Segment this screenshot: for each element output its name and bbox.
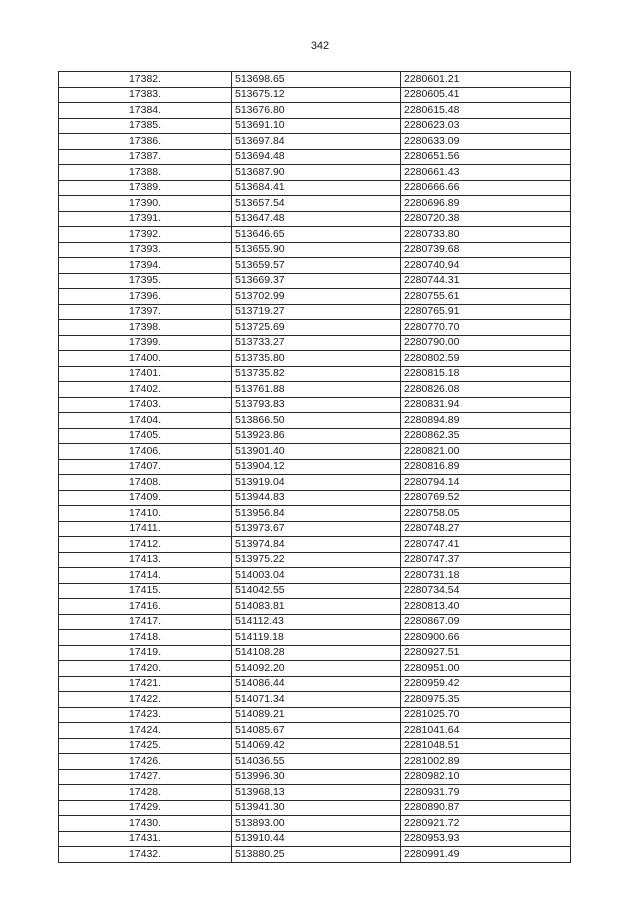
x-coordinate-cell: 513675.12 — [232, 87, 401, 103]
x-coordinate-cell: 513956.84 — [232, 506, 401, 522]
point-number-cell: 17386. — [59, 134, 232, 150]
y-coordinate-cell: 2280666.66 — [401, 180, 571, 196]
table-row — [59, 304, 571, 320]
y-coordinate-cell: 2280601.21 — [401, 72, 571, 88]
point-number-cell: 17398. — [59, 320, 232, 336]
point-number-cell: 17431. — [59, 831, 232, 847]
point-number-cell: 17420. — [59, 661, 232, 677]
y-coordinate-cell: 2280605.41 — [401, 87, 571, 103]
point-number-cell: 17400. — [59, 351, 232, 367]
table-row — [59, 444, 571, 460]
y-coordinate-cell: 2280862.35 — [401, 428, 571, 444]
x-coordinate-cell: 513733.27 — [232, 335, 401, 351]
x-coordinate-cell: 513923.86 — [232, 428, 401, 444]
table-row — [59, 847, 571, 863]
point-number-cell: 17414. — [59, 568, 232, 584]
x-coordinate-cell: 514112.43 — [232, 614, 401, 630]
y-coordinate-cell: 2281048.51 — [401, 738, 571, 754]
table-row — [59, 118, 571, 134]
table-row — [59, 506, 571, 522]
table-row — [59, 289, 571, 305]
y-coordinate-cell: 2280769.52 — [401, 490, 571, 506]
x-coordinate-cell: 514036.55 — [232, 754, 401, 770]
point-number-cell: 17402. — [59, 382, 232, 398]
point-number-cell: 17382. — [59, 72, 232, 88]
y-coordinate-cell: 2280813.40 — [401, 599, 571, 615]
table-row — [59, 72, 571, 88]
x-coordinate-cell: 513698.65 — [232, 72, 401, 88]
point-number-cell: 17407. — [59, 459, 232, 475]
point-number-cell: 17409. — [59, 490, 232, 506]
point-number-cell: 17412. — [59, 537, 232, 553]
x-coordinate-cell: 513996.30 — [232, 769, 401, 785]
point-number-cell: 17428. — [59, 785, 232, 801]
table-row — [59, 211, 571, 227]
x-coordinate-cell: 514071.34 — [232, 692, 401, 708]
y-coordinate-cell: 2280755.61 — [401, 289, 571, 305]
y-coordinate-cell: 2280739.68 — [401, 242, 571, 258]
y-coordinate-cell: 2280959.42 — [401, 676, 571, 692]
point-number-cell: 17425. — [59, 738, 232, 754]
x-coordinate-cell: 513647.48 — [232, 211, 401, 227]
point-number-cell: 17394. — [59, 258, 232, 274]
y-coordinate-cell: 2280747.37 — [401, 552, 571, 568]
y-coordinate-cell: 2280867.09 — [401, 614, 571, 630]
point-number-cell: 17426. — [59, 754, 232, 770]
y-coordinate-cell: 2280794.14 — [401, 475, 571, 491]
x-coordinate-cell: 513880.25 — [232, 847, 401, 863]
x-coordinate-cell: 514069.42 — [232, 738, 401, 754]
point-number-cell: 17418. — [59, 630, 232, 646]
table-row — [59, 351, 571, 367]
point-number-cell: 17417. — [59, 614, 232, 630]
x-coordinate-cell: 513694.48 — [232, 149, 401, 165]
x-coordinate-cell: 513657.54 — [232, 196, 401, 212]
table-row — [59, 196, 571, 212]
y-coordinate-cell: 2281041.64 — [401, 723, 571, 739]
x-coordinate-cell: 513941.30 — [232, 800, 401, 816]
y-coordinate-cell: 2280951.00 — [401, 661, 571, 677]
x-coordinate-cell: 513973.67 — [232, 521, 401, 537]
y-coordinate-cell: 2280991.49 — [401, 847, 571, 863]
x-coordinate-cell: 514119.18 — [232, 630, 401, 646]
table-row — [59, 521, 571, 537]
x-coordinate-cell: 513793.83 — [232, 397, 401, 413]
coordinates-table-body — [59, 72, 571, 863]
y-coordinate-cell: 2280927.51 — [401, 645, 571, 661]
y-coordinate-cell: 2280633.09 — [401, 134, 571, 150]
table-row — [59, 614, 571, 630]
y-coordinate-cell: 2280615.48 — [401, 103, 571, 119]
point-number-cell: 17419. — [59, 645, 232, 661]
y-coordinate-cell: 2280815.18 — [401, 366, 571, 382]
table-row — [59, 273, 571, 289]
table-row — [59, 676, 571, 692]
point-number-cell: 17421. — [59, 676, 232, 692]
point-number-cell: 17396. — [59, 289, 232, 305]
point-number-cell: 17408. — [59, 475, 232, 491]
point-number-cell: 17383. — [59, 87, 232, 103]
table-row — [59, 707, 571, 723]
point-number-cell: 17406. — [59, 444, 232, 460]
point-number-cell: 17413. — [59, 552, 232, 568]
y-coordinate-cell: 2280731.18 — [401, 568, 571, 584]
point-number-cell: 17423. — [59, 707, 232, 723]
x-coordinate-cell: 513691.10 — [232, 118, 401, 134]
table-row — [59, 87, 571, 103]
point-number-cell: 17422. — [59, 692, 232, 708]
x-coordinate-cell: 513702.99 — [232, 289, 401, 305]
point-number-cell: 17416. — [59, 599, 232, 615]
x-coordinate-cell: 513910.44 — [232, 831, 401, 847]
x-coordinate-cell: 513676.80 — [232, 103, 401, 119]
y-coordinate-cell: 2280748.27 — [401, 521, 571, 537]
x-coordinate-cell: 513866.50 — [232, 413, 401, 429]
point-number-cell: 17395. — [59, 273, 232, 289]
y-coordinate-cell: 2280740.94 — [401, 258, 571, 274]
x-coordinate-cell: 513975.22 — [232, 552, 401, 568]
table-row — [59, 599, 571, 615]
table-row — [59, 490, 571, 506]
x-coordinate-cell: 513669.37 — [232, 273, 401, 289]
table-row — [59, 149, 571, 165]
point-number-cell: 17388. — [59, 165, 232, 181]
table-row — [59, 769, 571, 785]
point-number-cell: 17410. — [59, 506, 232, 522]
table-row — [59, 800, 571, 816]
x-coordinate-cell: 513687.90 — [232, 165, 401, 181]
x-coordinate-cell: 513893.00 — [232, 816, 401, 832]
y-coordinate-cell: 2280894.89 — [401, 413, 571, 429]
y-coordinate-cell: 2280651.56 — [401, 149, 571, 165]
point-number-cell: 17429. — [59, 800, 232, 816]
x-coordinate-cell: 514083.81 — [232, 599, 401, 615]
x-coordinate-cell: 513659.57 — [232, 258, 401, 274]
table-row — [59, 831, 571, 847]
point-number-cell: 17385. — [59, 118, 232, 134]
y-coordinate-cell: 2280661.43 — [401, 165, 571, 181]
x-coordinate-cell: 513974.84 — [232, 537, 401, 553]
y-coordinate-cell: 2280821.00 — [401, 444, 571, 460]
point-number-cell: 17427. — [59, 769, 232, 785]
y-coordinate-cell: 2280770.70 — [401, 320, 571, 336]
y-coordinate-cell: 2280982.10 — [401, 769, 571, 785]
x-coordinate-cell: 513646.65 — [232, 227, 401, 243]
point-number-cell: 17403. — [59, 397, 232, 413]
point-number-cell: 17387. — [59, 149, 232, 165]
table-row — [59, 165, 571, 181]
table-row — [59, 692, 571, 708]
x-coordinate-cell: 514108.28 — [232, 645, 401, 661]
y-coordinate-cell: 2280890.87 — [401, 800, 571, 816]
x-coordinate-cell: 513735.80 — [232, 351, 401, 367]
table-row — [59, 785, 571, 801]
table-row — [59, 103, 571, 119]
y-coordinate-cell: 2280744.31 — [401, 273, 571, 289]
table-row — [59, 180, 571, 196]
y-coordinate-cell: 2280802.59 — [401, 351, 571, 367]
table-row — [59, 134, 571, 150]
x-coordinate-cell: 513919.04 — [232, 475, 401, 491]
table-row — [59, 754, 571, 770]
table-row — [59, 459, 571, 475]
x-coordinate-cell: 513655.90 — [232, 242, 401, 258]
table-row — [59, 552, 571, 568]
table-row — [59, 382, 571, 398]
y-coordinate-cell: 2280953.93 — [401, 831, 571, 847]
x-coordinate-cell: 514003.04 — [232, 568, 401, 584]
y-coordinate-cell: 2281002.89 — [401, 754, 571, 770]
y-coordinate-cell: 2280765.91 — [401, 304, 571, 320]
point-number-cell: 17399. — [59, 335, 232, 351]
x-coordinate-cell: 514085.67 — [232, 723, 401, 739]
y-coordinate-cell: 2280696.89 — [401, 196, 571, 212]
y-coordinate-cell: 2280900.66 — [401, 630, 571, 646]
x-coordinate-cell: 513944.83 — [232, 490, 401, 506]
x-coordinate-cell: 513719.27 — [232, 304, 401, 320]
table-row — [59, 397, 571, 413]
table-row — [59, 537, 571, 553]
table-row — [59, 428, 571, 444]
x-coordinate-cell: 513684.41 — [232, 180, 401, 196]
table-row — [59, 242, 571, 258]
point-number-cell: 17424. — [59, 723, 232, 739]
y-coordinate-cell: 2280921.72 — [401, 816, 571, 832]
table-row — [59, 583, 571, 599]
y-coordinate-cell: 2280733.80 — [401, 227, 571, 243]
point-number-cell: 17391. — [59, 211, 232, 227]
x-coordinate-cell: 514092.20 — [232, 661, 401, 677]
point-number-cell: 17397. — [59, 304, 232, 320]
point-number-cell: 17390. — [59, 196, 232, 212]
point-number-cell: 17415. — [59, 583, 232, 599]
table-row — [59, 320, 571, 336]
point-number-cell: 17384. — [59, 103, 232, 119]
table-row — [59, 258, 571, 274]
y-coordinate-cell: 2280816.89 — [401, 459, 571, 475]
x-coordinate-cell: 513901.40 — [232, 444, 401, 460]
table-row — [59, 366, 571, 382]
point-number-cell: 17392. — [59, 227, 232, 243]
y-coordinate-cell: 2280931.79 — [401, 785, 571, 801]
y-coordinate-cell: 2280720.38 — [401, 211, 571, 227]
x-coordinate-cell: 513904.12 — [232, 459, 401, 475]
y-coordinate-cell: 2280790.00 — [401, 335, 571, 351]
y-coordinate-cell: 2280623.03 — [401, 118, 571, 134]
y-coordinate-cell: 2280758.05 — [401, 506, 571, 522]
x-coordinate-cell: 514042.55 — [232, 583, 401, 599]
x-coordinate-cell: 513697.84 — [232, 134, 401, 150]
point-number-cell: 17432. — [59, 847, 232, 863]
table-row — [59, 723, 571, 739]
table-row — [59, 227, 571, 243]
x-coordinate-cell: 513735.82 — [232, 366, 401, 382]
y-coordinate-cell: 2281025.70 — [401, 707, 571, 723]
table-row — [59, 475, 571, 491]
y-coordinate-cell: 2280831.94 — [401, 397, 571, 413]
page-number: 342 — [310, 40, 330, 52]
table-row — [59, 816, 571, 832]
point-number-cell: 17411. — [59, 521, 232, 537]
x-coordinate-cell: 514086.44 — [232, 676, 401, 692]
point-number-cell: 17404. — [59, 413, 232, 429]
x-coordinate-cell: 513761.88 — [232, 382, 401, 398]
x-coordinate-cell: 513725.69 — [232, 320, 401, 336]
coordinates-table — [58, 71, 571, 863]
table-row — [59, 568, 571, 584]
table-row — [59, 661, 571, 677]
y-coordinate-cell: 2280975.35 — [401, 692, 571, 708]
table-row — [59, 645, 571, 661]
point-number-cell: 17393. — [59, 242, 232, 258]
table-row — [59, 335, 571, 351]
point-number-cell: 17389. — [59, 180, 232, 196]
y-coordinate-cell: 2280826.08 — [401, 382, 571, 398]
point-number-cell: 17430. — [59, 816, 232, 832]
y-coordinate-cell: 2280747.41 — [401, 537, 571, 553]
x-coordinate-cell: 514089.21 — [232, 707, 401, 723]
point-number-cell: 17401. — [59, 366, 232, 382]
x-coordinate-cell: 513968.13 — [232, 785, 401, 801]
table-row — [59, 738, 571, 754]
point-number-cell: 17405. — [59, 428, 232, 444]
table-row — [59, 630, 571, 646]
table-row — [59, 413, 571, 429]
y-coordinate-cell: 2280734.54 — [401, 583, 571, 599]
